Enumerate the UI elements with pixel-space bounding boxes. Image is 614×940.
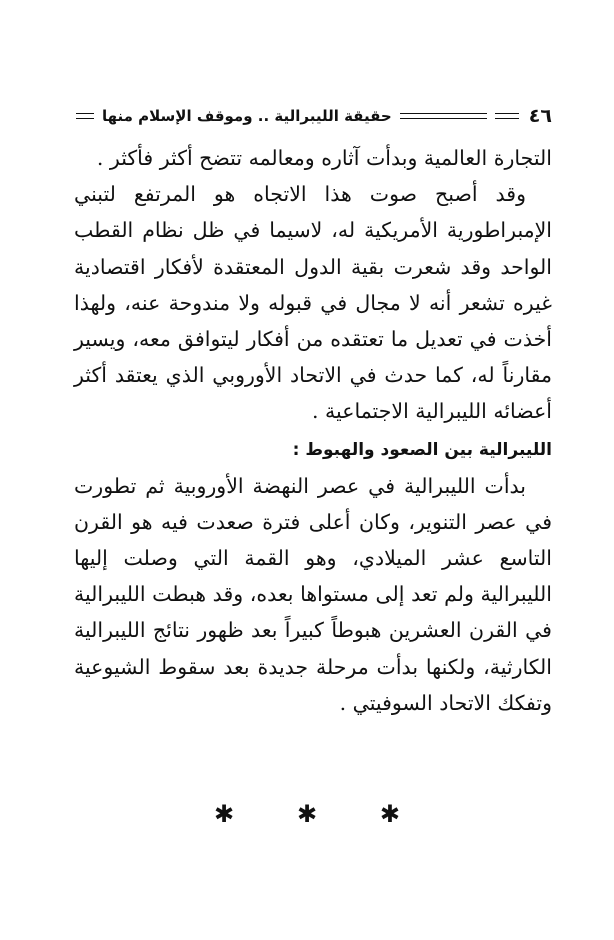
header-rule-left [76, 113, 94, 119]
asterisk-ornament-icon: ✱ [296, 800, 318, 828]
section-end-ornament [214, 800, 400, 828]
body-text [74, 140, 552, 721]
header-rule-middle [400, 113, 487, 119]
page-number: ٤٦ [528, 105, 552, 127]
running-title: حقيقة الليبرالية .. وموقف الإسلام منها [102, 107, 392, 125]
section-heading: الليبرالية بين الصعود والهبوط : [292, 439, 552, 460]
paragraph-american-empire: وقد أصبح صوت هذا الاتجاه هو المرتفع لتبني الإمبراطورية الأمريكية له، لاسيما في ظل نظام القطب الواحد وقد شعرت بقية الدول المعتقدة لأفكار اقتصادية غيره تشعر أنه لا مجال في قبوله ولا مندوحة عنه، ولهذا أخذت في تعديل ما تعتقده من أفكار ليتوافق معه، ويسير مقارناً له، كما حدث في الاتحاد الأوروبي الذي يعتقد أكثر أعضائه الليبرالية الاجتماعية . [74, 182, 553, 424]
header-rule-right [495, 113, 519, 119]
asterisk-ornament-icon: ✱ [379, 800, 400, 828]
page-header [76, 100, 552, 132]
paragraph-rise-and-fall: بدأت الليبرالية في عصر النهضة الأوروبية ثم تطورت في عصر التنوير، وكان أعلى فترة صعدت فيه هو القرن التاسع عشر الميلادي، وهو القمة التي وصلت إليها الليبرالية ولم تعد إلى مستواها بعده، وقد هبطت الليبرالية في القرن العشرين هبوطاً كبيراً بعد ظهور نتائج الليبرالية الكارثية، ولكنها بدأت مرحلة جديدة بعد سقوط الشيوعية وتفكك الاتحاد السوفيتي . [74, 473, 552, 715]
asterisk-ornament-icon: ✱ [214, 800, 235, 828]
paragraph-continuation: التجارة العالمية وبدأت آثاره ومعالمه تتضح أكثر فأكثر . [96, 146, 552, 170]
